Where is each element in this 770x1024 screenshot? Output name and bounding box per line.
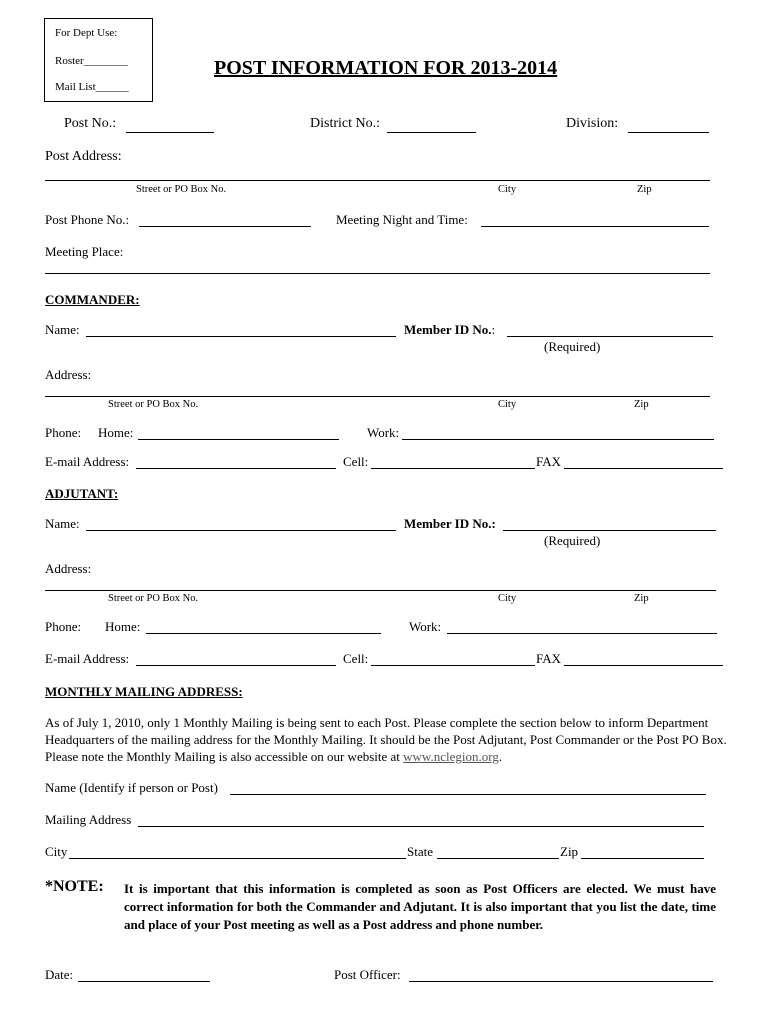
commander-fax-input[interactable] <box>564 468 723 469</box>
mailing-city-label: City <box>45 844 68 859</box>
adjutant-work-phone-input[interactable] <box>447 633 717 634</box>
page-title: POST INFORMATION FOR 2013-2014 <box>214 57 558 79</box>
street-caption: Street or PO Box No. <box>136 184 227 195</box>
commander-email-input[interactable] <box>136 468 336 469</box>
commander-home-phone-input[interactable] <box>138 439 339 440</box>
adjutant-cell-label: Cell: <box>343 651 369 666</box>
adjutant-fax-input[interactable] <box>564 665 723 666</box>
commander-address-input[interactable] <box>45 396 710 397</box>
dept-use-box <box>44 18 153 102</box>
commander-cell-input[interactable] <box>371 468 535 469</box>
commander-work-label: Work: <box>367 425 400 440</box>
adjutant-fax-label: FAX <box>536 651 562 666</box>
city-caption: City <box>498 184 517 195</box>
division-input[interactable] <box>628 132 709 133</box>
mailing-name-input[interactable] <box>230 794 706 795</box>
commander-street-caption: Street or PO Box No. <box>108 399 199 410</box>
adjutant-name-label: Name: <box>45 516 80 531</box>
zip-caption: Zip <box>637 184 652 195</box>
adjutant-member-id-input[interactable] <box>503 530 716 531</box>
adjutant-home-phone-input[interactable] <box>146 633 381 634</box>
commander-email-label: E-mail Address: <box>45 454 130 469</box>
post-officer-label: Post Officer: <box>334 967 401 982</box>
adjutant-heading: ADJUTANT: <box>45 486 119 501</box>
post-no-input[interactable] <box>126 132 214 133</box>
adjutant-email-label: E-mail Address: <box>45 651 130 666</box>
adjutant-cell-input[interactable] <box>371 665 535 666</box>
commander-address-label: Address: <box>45 367 92 382</box>
monthly-mailing-heading: MONTHLY MAILING ADDRESS: <box>45 684 243 699</box>
monthly-mailing-paragraph: As of July 1, 2010, only 1 Monthly Mailing is being sent to each Post. Please complete the section below to inform Department Headquarters of the mailing address for the Monthly Mailing. It should be the Post Adjutant, Post Commander or the Post PO Box. Please note the Monthly Mailing is also accessible on our website at www.nclegion.org. <box>45 715 727 764</box>
adjutant-home-label: Home: <box>105 619 141 634</box>
note-text: It is important that this information is completed as soon as Post Officers are elected. We must have correct information for both the Commander and Adjutant. It is also important that you list the date, time and place of your Post meeting as well as a Post address and phone number. <box>124 881 716 932</box>
adjutant-city-caption: City <box>498 593 517 604</box>
adjutant-member-id-label: Member ID No.: <box>404 516 496 531</box>
commander-member-id-input[interactable] <box>507 336 713 337</box>
commander-phone-label: Phone: <box>45 425 82 440</box>
adjutant-address-label: Address: <box>45 561 92 576</box>
dept-mail-list-field[interactable]: Mail List______ <box>55 81 129 93</box>
adjutant-work-label: Work: <box>409 619 442 634</box>
adjutant-name-input[interactable] <box>86 530 396 531</box>
note-label: *NOTE: <box>45 878 104 895</box>
commander-zip-caption: Zip <box>634 399 649 410</box>
adjutant-zip-caption: Zip <box>634 593 649 604</box>
commander-name-input[interactable] <box>86 336 396 337</box>
mailing-city-input[interactable] <box>69 858 406 859</box>
date-input[interactable] <box>78 981 210 982</box>
website-link[interactable]: www.nclegion.org <box>403 749 499 764</box>
date-label: Date: <box>45 967 74 982</box>
commander-name-label: Name: <box>45 322 80 337</box>
commander-heading: COMMANDER: <box>45 292 140 307</box>
post-no-label: Post No.: <box>64 116 117 131</box>
district-no-label: District No.: <box>310 116 380 131</box>
commander-required-note: (Required) <box>544 339 601 354</box>
commander-home-label: Home: <box>98 425 134 440</box>
mailing-address-input[interactable] <box>138 826 704 827</box>
mailing-state-input[interactable] <box>437 858 559 859</box>
adjutant-phone-label: Phone: <box>45 619 82 634</box>
adjutant-email-input[interactable] <box>136 665 336 666</box>
dept-roster-field[interactable]: Roster________ <box>55 55 128 67</box>
post-address-label: Post Address: <box>45 149 122 164</box>
commander-work-phone-input[interactable] <box>402 439 714 440</box>
adjutant-address-input[interactable] <box>45 590 716 591</box>
meeting-night-label: Meeting Night and Time: <box>336 212 468 227</box>
commander-city-caption: City <box>498 399 517 410</box>
commander-fax-label: FAX <box>536 454 562 469</box>
adjutant-required-note: (Required) <box>544 533 601 548</box>
meeting-place-input[interactable] <box>45 273 710 274</box>
mailing-state-label: State <box>407 844 433 859</box>
post-officer-input[interactable] <box>409 981 713 982</box>
mailing-zip-input[interactable] <box>581 858 704 859</box>
mailing-address-label: Mailing Address <box>45 812 132 827</box>
dept-use-heading: For Dept Use: <box>55 27 118 39</box>
meeting-night-input[interactable] <box>481 226 709 227</box>
mailing-name-label: Name (Identify if person or Post) <box>45 780 218 795</box>
commander-cell-label: Cell: <box>343 454 369 469</box>
commander-member-id-label: Member ID No.: <box>404 322 496 337</box>
post-address-input[interactable] <box>45 180 710 181</box>
post-phone-label: Post Phone No.: <box>45 212 130 227</box>
adjutant-street-caption: Street or PO Box No. <box>108 593 199 604</box>
meeting-place-label: Meeting Place: <box>45 244 124 259</box>
mailing-zip-label: Zip <box>560 844 579 859</box>
division-label: Division: <box>566 116 619 131</box>
district-no-input[interactable] <box>387 132 476 133</box>
post-phone-input[interactable] <box>139 226 311 227</box>
